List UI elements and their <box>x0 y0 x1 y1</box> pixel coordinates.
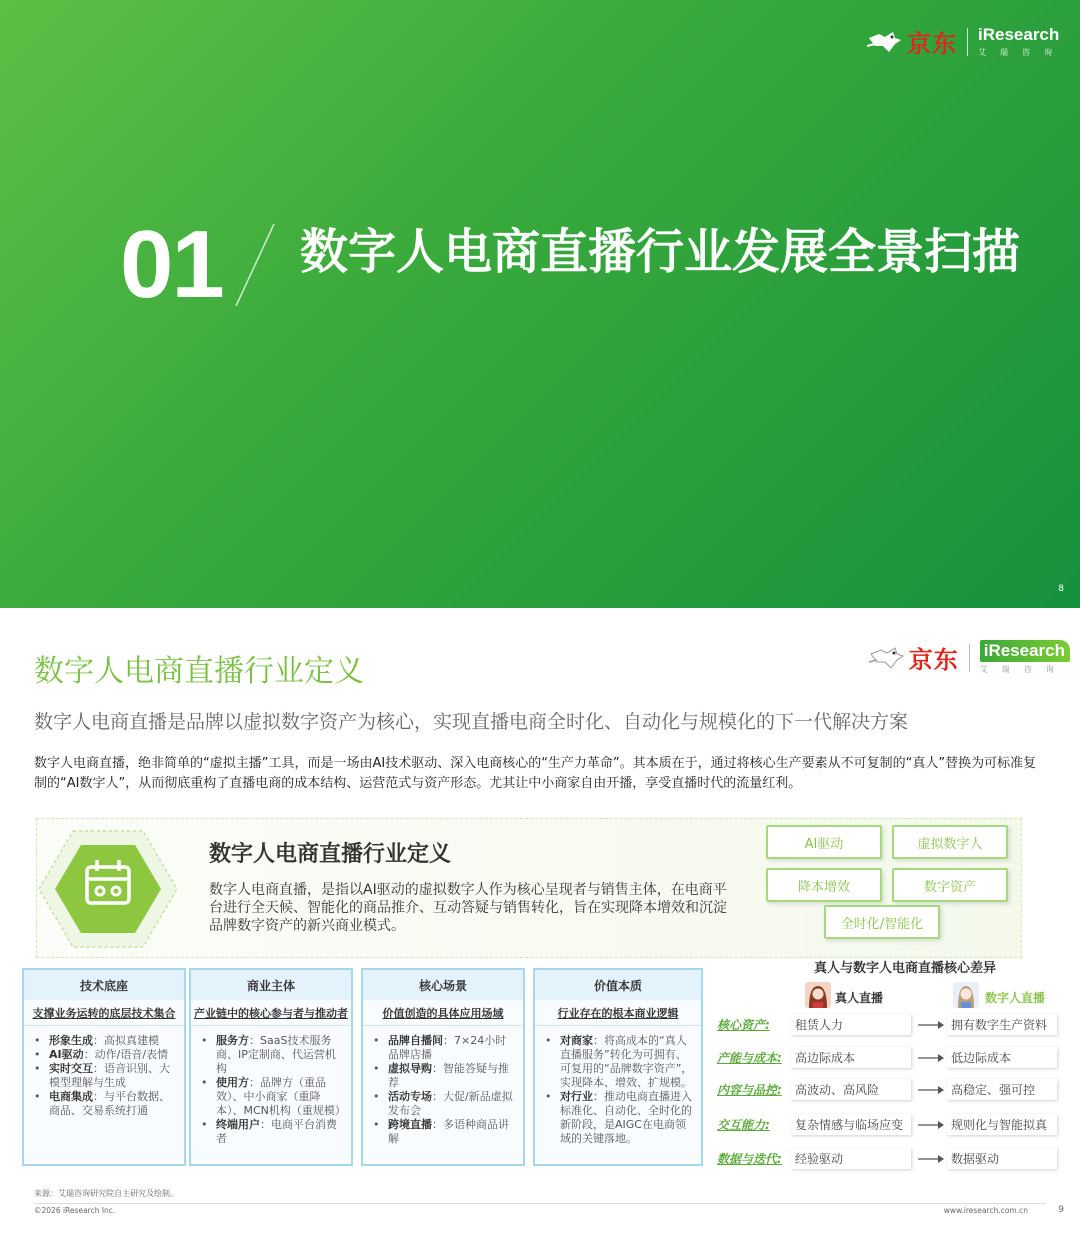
jd-logo-text: 京东 <box>907 30 957 58</box>
jd-dog-icon <box>867 644 909 672</box>
page-number: 9 <box>1058 1205 1064 1215</box>
calendar-hexagon-icon <box>37 827 179 951</box>
logo-bar <box>867 640 1070 675</box>
item-value: ：多语种商品讲解 <box>388 1118 509 1145</box>
list-item <box>373 1062 517 1090</box>
item-key: 实时交互 <box>49 1062 93 1075</box>
arrow-right-icon <box>918 1085 944 1095</box>
column-list <box>363 1026 523 1146</box>
page-subtitle: 数字人电商直播是品牌以虚拟数字资产为核心，实现直播电商全时化、自动化与规模化的下一代解决方案 <box>34 711 909 733</box>
item-key: 品牌自播间 <box>388 1034 443 1047</box>
real-host-avatar-icon <box>805 982 831 1008</box>
page-title: 数字人电商直播行业定义 <box>34 654 364 689</box>
footer-divider <box>34 1203 1046 1204</box>
column-list <box>535 1026 701 1146</box>
iresearch-logo-subtext: 艾瑞咨询 <box>979 665 1068 674</box>
comparison-row-label: 产能与成本: <box>717 1051 782 1065</box>
list-item <box>34 1090 178 1118</box>
iresearch-logo <box>980 640 1070 675</box>
arrow-right-icon <box>918 1053 944 1063</box>
website-url: www.iresearch.com.cn <box>943 1206 1028 1215</box>
definition-body: 数字人电商直播，是指以AI驱动的虚拟数字人作为核心呈现者与销售主体，在电商平台进行全天候、智能化的商品推介、互动答疑与销售转化，旨在实现降本增效和沉淀品牌数字资产的新兴商业模式。 <box>209 882 727 934</box>
item-value: ：7×24小时品牌店播 <box>388 1034 507 1061</box>
column-subhead: 价值创造的具体应用场域 <box>363 1000 523 1026</box>
comparison-row-label: 内容与品控: <box>717 1083 782 1097</box>
tag-all-time-intelligent: 全时化/智能化 <box>824 905 940 939</box>
comparison-real-cell: 高波动、高风险 <box>791 1079 911 1100</box>
list-item <box>373 1090 517 1118</box>
item-value: ：推动电商直播进入标准化、自动化、全时化的新阶段，是AIGC在电商领域的关键落地。 <box>560 1090 692 1145</box>
item-key: 使用方 <box>216 1076 249 1089</box>
item-value: ：智能答疑与推荐 <box>388 1062 509 1089</box>
comparison-title: 真人与数字人电商直播核心差异 <box>814 961 997 976</box>
comparison-digital-cell: 拥有数字生产资料 <box>947 1014 1057 1035</box>
real-host-label: 真人直播 <box>835 991 884 1005</box>
column-subhead: 产业链中的核心参与者与推动者 <box>191 1000 351 1026</box>
tag-cost-efficiency: 降本增效 <box>766 868 882 902</box>
column-list <box>24 1026 184 1118</box>
column-value-essence <box>533 968 703 1166</box>
item-value: ：语音识别、大模型理解与生成 <box>49 1062 170 1089</box>
comparison-digital-cell: 低边际成本 <box>947 1047 1057 1068</box>
jd-logo <box>865 24 957 59</box>
arrow-right-icon <box>918 1154 944 1164</box>
iresearch-logo-text: iResearch <box>980 640 1070 662</box>
column-core-scenarios <box>361 968 525 1166</box>
list-item <box>373 1118 517 1146</box>
item-key: 电商集成 <box>49 1090 93 1103</box>
column-subhead: 支撑业务运转的底层技术集合 <box>24 1000 184 1026</box>
logo-divider <box>969 644 970 672</box>
item-key: 跨境直播 <box>388 1118 432 1131</box>
column-head: 商业主体 <box>191 970 351 1000</box>
list-item <box>34 1048 178 1062</box>
comparison-digital-cell: 数据驱动 <box>947 1148 1057 1169</box>
column-head: 价值本质 <box>535 970 701 1000</box>
arrow-right-icon <box>918 1020 944 1030</box>
comparison-row-label: 交互能力: <box>717 1118 770 1132</box>
section-title: 数字人电商直播行业发展全景扫描 <box>300 224 1021 280</box>
comparison-real-cell: 经验驱动 <box>791 1148 911 1169</box>
jd-logo <box>867 640 959 675</box>
item-value: ：将高成本的“真人直播服务”转化为可拥有、可复用的“品牌数字资产”，实现降本、增效、扩规模。 <box>560 1034 693 1089</box>
iresearch-logo-text: iResearch <box>978 25 1060 44</box>
slash-divider <box>230 222 280 308</box>
comparison-digital-cell: 高稳定、强可控 <box>947 1079 1057 1100</box>
item-value: ：高拟真建模 <box>93 1034 159 1047</box>
item-value: ：电商平台消费者 <box>216 1118 337 1145</box>
comparison-real-cell: 高边际成本 <box>791 1047 911 1068</box>
comparison-row-label: 核心资产: <box>717 1018 770 1032</box>
definition-panel <box>36 818 1022 958</box>
list-item <box>545 1034 695 1090</box>
iresearch-logo-subtext: 艾瑞咨询 <box>978 48 1066 57</box>
tag-ai-driven: AI驱动 <box>766 825 882 859</box>
item-key: 对商家 <box>560 1034 593 1047</box>
item-key: AI驱动 <box>49 1048 84 1061</box>
definition-title: 数字人电商直播行业定义 <box>209 842 452 867</box>
comparison-digital-cell: 规则化与智能拟真 <box>947 1114 1057 1135</box>
page-number: 8 <box>1058 584 1064 594</box>
list-item <box>373 1034 517 1062</box>
tag-virtual-human: 虚拟数字人 <box>892 825 1008 859</box>
item-key: 形象生成 <box>49 1034 93 1047</box>
item-value: ：SaaS技术服务商、IP定制商、代运营机构 <box>216 1034 336 1075</box>
item-value: ：动作/语音/表情 <box>83 1048 169 1061</box>
digital-host-avatar-icon <box>953 982 979 1008</box>
list-item <box>545 1090 695 1146</box>
item-key: 虚拟导购 <box>388 1062 432 1075</box>
comparison-real-cell: 复杂情感与临场应变 <box>791 1114 911 1135</box>
source-note: 来源：艾瑞咨询研究院自主研究及绘制。 <box>34 1189 178 1198</box>
intro-paragraph: 数字人电商直播，绝非简单的“虚拟主播”工具，而是一场由AI技术驱动、深入电商核心的“生产力革命”。其本质在于，通过将核心生产要素从不可复制的“真人”替换为可标准复制的“AI数字人”，从而彻底重构了直播电商的成本结构、运营范式与资产形态。尤其让中小商家自由开播，享受直播时代的流量红利。 <box>34 756 1037 791</box>
comparison-real-cell: 租赁人力 <box>791 1014 911 1035</box>
arrow-right-icon <box>918 1120 944 1130</box>
column-subhead: 行业存在的根本商业逻辑 <box>535 1000 701 1026</box>
item-key: 活动专场 <box>388 1090 432 1103</box>
list-item <box>201 1076 345 1118</box>
copyright: ©2026 iResearch Inc. <box>34 1206 116 1215</box>
comparison-row-label: 数据与迭代: <box>717 1152 782 1166</box>
column-list <box>191 1026 351 1146</box>
list-item <box>34 1062 178 1090</box>
list-item <box>34 1034 178 1048</box>
tag-digital-asset: 数字资产 <box>892 868 1008 902</box>
item-key: 终端用户 <box>216 1118 260 1131</box>
item-value: ：大促/新品虚拟发布会 <box>388 1090 513 1117</box>
column-tech-base <box>22 968 186 1166</box>
jd-dog-icon <box>865 28 907 56</box>
column-business-entity <box>189 968 353 1166</box>
list-item <box>201 1118 345 1146</box>
list-item <box>201 1034 345 1076</box>
definition-slide <box>0 608 1080 1238</box>
item-key: 对行业 <box>560 1090 593 1103</box>
item-value: ：品牌方（重品效）、中小商家（重降本）、MCN机构（重规模） <box>216 1076 346 1117</box>
item-key: 服务方 <box>216 1034 249 1047</box>
logo-divider <box>967 28 968 56</box>
column-head: 核心场景 <box>363 970 523 1000</box>
iresearch-logo <box>978 25 1066 58</box>
logo-bar <box>865 24 1066 59</box>
item-value: ：与平台数据、商品、交易系统打通 <box>49 1090 170 1117</box>
jd-logo-text: 京东 <box>908 646 959 674</box>
digital-host-label: 数字人直播 <box>985 991 1046 1005</box>
cover-slide <box>0 0 1080 608</box>
column-head: 技术底座 <box>24 970 184 1000</box>
section-number: 01 <box>120 211 223 318</box>
